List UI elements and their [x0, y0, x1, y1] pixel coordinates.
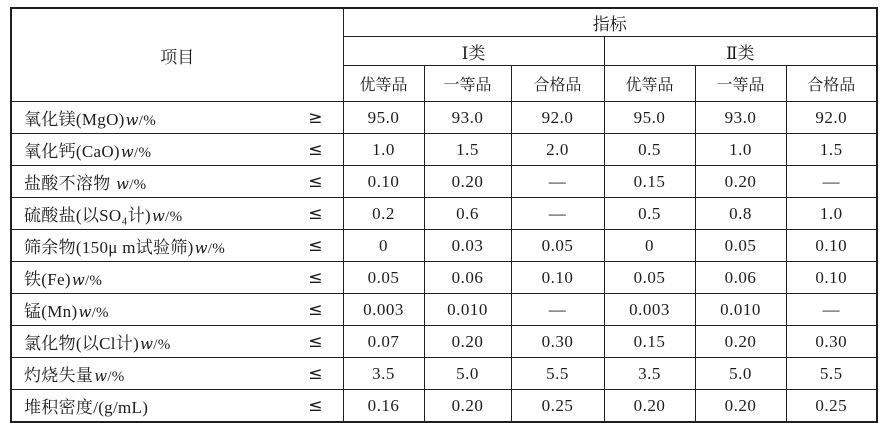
value-cell: 3.5 [343, 358, 424, 390]
row-name: 堆积密度/(g/mL) [24, 398, 149, 417]
value-cell: 5.5 [511, 358, 604, 390]
value-cell: 5.0 [424, 358, 511, 390]
row-label [24, 329, 171, 354]
value-cell: 0.5 [604, 134, 695, 166]
unit-suffix: /% [91, 305, 109, 321]
unit-suffix: /% [165, 209, 183, 225]
comparator-symbol: ≤ [308, 171, 323, 192]
unit-suffix: /% [129, 177, 147, 193]
row-name: 硫酸盐(以SO₄计) [24, 206, 151, 225]
value-cell: 0.2 [343, 198, 424, 230]
value-cell: 0.05 [343, 262, 424, 294]
row-label [24, 393, 149, 418]
value-cell: 0.06 [424, 262, 511, 294]
row-label [24, 265, 102, 290]
value-cell: 0.25 [786, 390, 877, 423]
unit-suffix: /% [107, 369, 125, 385]
spec-table [10, 7, 878, 423]
table-row [11, 134, 877, 166]
w-symbol: w [71, 271, 85, 289]
value-cell: 5.0 [695, 358, 786, 390]
row-label [24, 361, 125, 386]
value-cell: 0.10 [786, 262, 877, 294]
unit-suffix: /% [138, 113, 157, 129]
value-cell: 0.010 [424, 294, 511, 326]
value-cell: 1.5 [424, 134, 511, 166]
value-cell: 92.0 [786, 102, 877, 134]
comparator-symbol: ≤ [308, 395, 323, 416]
value-cell: 0.010 [695, 294, 786, 326]
table-row [11, 294, 877, 326]
value-cell: 0.003 [604, 294, 695, 326]
unit-suffix: /% [134, 145, 152, 161]
w-symbol: w [140, 335, 154, 353]
row-label [24, 201, 182, 226]
value-cell: — [786, 294, 877, 326]
value-cell: — [511, 166, 604, 198]
value-cell: 1.0 [786, 198, 877, 230]
row-label [24, 169, 146, 194]
value-cell: 0.20 [695, 390, 786, 423]
value-cell: 5.5 [786, 358, 877, 390]
row-name: 灼烧失量 [24, 366, 94, 385]
w-symbol: w [94, 367, 108, 385]
value-cell: 0 [604, 230, 695, 262]
value-cell: 2.0 [511, 134, 604, 166]
value-cell: 0.05 [604, 262, 695, 294]
row-name: 氯化物(以Cl计) [24, 334, 140, 353]
value-cell: 0.05 [511, 230, 604, 262]
value-cell: 1.0 [695, 134, 786, 166]
row-name: 氧化钙(CaO) [24, 142, 120, 161]
value-cell: 0.07 [343, 326, 424, 358]
grade-header-premium-2: 优等品 [604, 66, 695, 102]
value-cell: 0.20 [604, 390, 695, 423]
grade-header-qualified-1: 合格品 [511, 66, 604, 102]
value-cell: 93.0 [695, 102, 786, 134]
row-name: 锰(Mn) [24, 302, 78, 321]
value-cell: 0.20 [695, 326, 786, 358]
grade-header-qualified-2: 合格品 [786, 66, 877, 102]
item-cell [11, 230, 343, 262]
value-cell: 1.5 [786, 134, 877, 166]
row-name: 铁(Fe) [24, 270, 71, 289]
value-cell: 0.6 [424, 198, 511, 230]
value-cell: — [511, 198, 604, 230]
comparator-symbol: ≤ [308, 139, 323, 160]
row-label [24, 297, 109, 322]
value-cell: 95.0 [343, 102, 424, 134]
unit-suffix: /% [207, 241, 226, 257]
w-symbol: w [120, 143, 135, 161]
value-cell: 0.003 [343, 294, 424, 326]
header-row-indicator [11, 8, 877, 37]
value-cell: 0.16 [343, 390, 424, 423]
item-cell [11, 198, 343, 230]
w-symbol: w [125, 111, 139, 129]
value-cell: 0.20 [424, 326, 511, 358]
table-row [11, 262, 877, 294]
value-cell: 0.30 [786, 326, 877, 358]
grade-header-first-1: 一等品 [424, 66, 511, 102]
comparator-symbol: ≤ [308, 203, 323, 224]
w-symbol: w [151, 207, 166, 225]
value-cell: 0.15 [604, 326, 695, 358]
value-cell: 0.10 [511, 262, 604, 294]
value-cell: 0.20 [424, 166, 511, 198]
value-cell: 0.10 [786, 230, 877, 262]
value-cell: 0.10 [343, 166, 424, 198]
row-label [24, 105, 156, 130]
value-cell: 0.20 [695, 166, 786, 198]
unit-suffix: /% [84, 273, 103, 289]
value-cell: 0.15 [604, 166, 695, 198]
w-symbol: w [116, 175, 130, 193]
value-cell: 0.8 [695, 198, 786, 230]
table-row [11, 358, 877, 390]
table-row [11, 390, 877, 423]
row-name: 氧化镁(MgO) [24, 110, 125, 129]
table-row [11, 326, 877, 358]
comparator-symbol: ≤ [308, 267, 323, 288]
value-cell: 0.5 [604, 198, 695, 230]
item-cell [11, 134, 343, 166]
spec-sheet [10, 7, 878, 423]
value-cell: 0.05 [695, 230, 786, 262]
value-cell: 1.0 [343, 134, 424, 166]
w-symbol: w [194, 239, 208, 257]
value-cell: 0.06 [695, 262, 786, 294]
table-row [11, 198, 877, 230]
grade-header-premium-1: 优等品 [343, 66, 424, 102]
value-cell: 0.25 [511, 390, 604, 423]
item-cell [11, 102, 343, 134]
class-ii-header: Ⅱ类 [604, 37, 877, 66]
item-column-header: 项目 [11, 8, 343, 102]
grade-header-first-2: 一等品 [695, 66, 786, 102]
item-cell [11, 262, 343, 294]
item-cell [11, 358, 343, 390]
row-label [24, 233, 225, 258]
comparator-symbol: ≤ [308, 331, 323, 352]
table-row [11, 230, 877, 262]
comparator-symbol: ≤ [308, 299, 323, 320]
unit-suffix: /% [153, 337, 171, 353]
row-label [24, 137, 151, 162]
item-cell [11, 390, 343, 423]
w-symbol: w [78, 303, 92, 321]
comparator-symbol: ≥ [308, 107, 323, 128]
value-cell: — [511, 294, 604, 326]
value-cell: 3.5 [604, 358, 695, 390]
value-cell: — [786, 166, 877, 198]
comparator-symbol: ≤ [308, 363, 323, 384]
comparator-symbol: ≤ [308, 235, 323, 256]
table-row [11, 102, 877, 134]
value-cell: 0.20 [424, 390, 511, 423]
item-cell [11, 166, 343, 198]
value-cell: 0.03 [424, 230, 511, 262]
item-cell [11, 294, 343, 326]
value-cell: 93.0 [424, 102, 511, 134]
row-name: 筛余物(150μ m试验筛) [24, 238, 194, 257]
indicator-header: 指标 [343, 8, 877, 37]
item-cell [11, 326, 343, 358]
value-cell: 92.0 [511, 102, 604, 134]
row-name: 盐酸不溶物 [24, 174, 116, 193]
class-i-header: Ⅰ类 [343, 37, 604, 66]
value-cell: 95.0 [604, 102, 695, 134]
table-row [11, 166, 877, 198]
value-cell: 0.30 [511, 326, 604, 358]
value-cell: 0 [343, 230, 424, 262]
